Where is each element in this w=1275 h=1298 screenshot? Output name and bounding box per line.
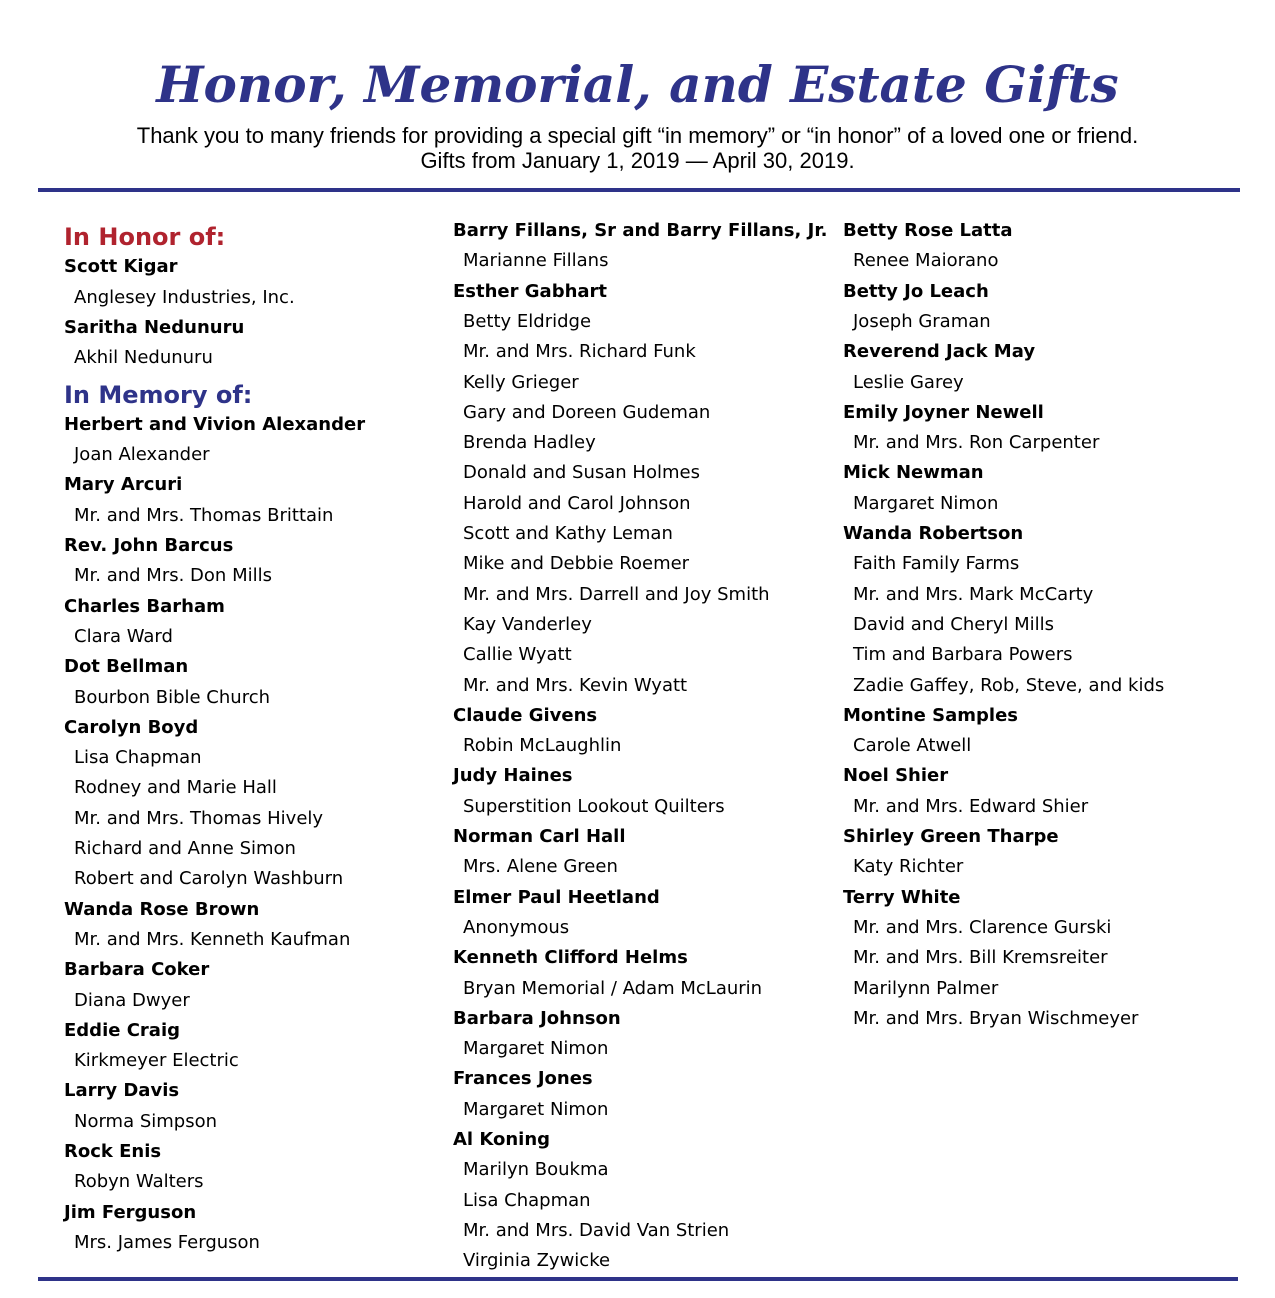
honoree-name: Mary Arcuri [64, 474, 183, 496]
honoree-name: Rev. John Barcus [64, 535, 234, 556]
donor-name: Zadie Gaffey, Rob, Steve, and kids [853, 674, 1165, 696]
donor-name: Mr. and Mrs. Darrell and Joy Smith [463, 583, 770, 605]
donor-name: Joan Alexander [74, 444, 210, 466]
honoree-name: Wanda Robertson [843, 523, 1024, 544]
donor-name: Mr. and Mrs. Bryan Wischmeyer [853, 1007, 1139, 1029]
donor-name: Tim and Barbara Powers [853, 644, 1073, 666]
donor-name: Leslie Garey [853, 371, 964, 393]
honoree-name: Dot Bellman [64, 656, 189, 678]
donor-name: Mr. and Mrs. Richard Funk [463, 341, 696, 363]
honoree-name: Mick Newman [843, 462, 984, 484]
honoree-name: Rock Enis [64, 1141, 162, 1162]
honoree-name: Betty Rose Latta [843, 220, 1013, 241]
donor-name: Kay Vanderley [463, 613, 592, 635]
donor-name: Mr. and Mrs. Ron Carpenter [853, 432, 1100, 454]
donor-name: Mr. and Mrs. Thomas Hively [74, 807, 324, 829]
donor-name: Katy Richter [853, 856, 964, 878]
honoree-name: Herbert and Vivion Alexander [64, 413, 366, 435]
honoree-name: Montine Samples [843, 704, 1018, 726]
donor-name: Betty Eldridge [463, 310, 592, 332]
honoree-name: Kenneth Clifford Helms [453, 947, 688, 969]
donor-name: Mr. and Mrs. Kevin Wyatt [463, 674, 688, 696]
donor-name: Marianne Fillans [463, 250, 609, 272]
donor-name: Carole Atwell [853, 735, 972, 757]
donor-name: Mr. and Mrs. Bill Kremsreiter [853, 947, 1108, 969]
donor-name: Rodney and Marie Hall [74, 777, 277, 799]
donor-name: Lisa Chapman [74, 747, 202, 769]
honoree-name: Barbara Coker [64, 959, 210, 981]
honoree-name: Scott Kigar [64, 256, 178, 278]
donor-name: Kirkmeyer Electric [74, 1050, 239, 1072]
donor-name: Marilyn Boukma [463, 1159, 609, 1181]
donor-name: Faith Family Farms [853, 553, 1020, 575]
section-heading-memory: In Memory of: [64, 380, 253, 409]
donor-name: Kelly Grieger [463, 371, 579, 393]
honoree-name: Jim Ferguson [64, 1201, 197, 1223]
donor-name: Gary and Doreen Gudeman [463, 401, 711, 423]
donor-name: Mr. and Mrs. Thomas Brittain [74, 504, 334, 526]
donor-name: Mr. and Mrs. Mark McCarty [853, 583, 1094, 605]
bottom-divider [38, 1277, 1238, 1281]
honoree-name: Eddie Craig [64, 1019, 180, 1041]
honoree-name: Barry Fillans, Sr and Barry Fillans, Jr. [453, 220, 828, 241]
donor-name: Robin McLaughlin [463, 735, 622, 757]
honoree-name: Esther Gabhart [453, 280, 608, 302]
honoree-name: Larry Davis [64, 1080, 180, 1102]
donor-name: Clara Ward [74, 625, 173, 647]
donor-name: Lisa Chapman [463, 1189, 591, 1211]
donor-name: Anglesey Industries, Inc. [74, 286, 295, 308]
honoree-name: Noel Shier [843, 765, 949, 787]
page-title: Honor, Memorial, and Estate Gifts [156, 55, 1119, 114]
honoree-name: Terry White [843, 886, 961, 908]
donor-name: Akhil Nedunuru [74, 347, 213, 369]
section-heading-honor: In Honor of: [64, 223, 226, 251]
honoree-name: Frances Jones [453, 1068, 593, 1090]
donor-name: Mr. and Mrs. Kenneth Kaufman [74, 928, 351, 950]
donor-name: Brenda Hadley [463, 432, 596, 454]
donor-name: Joseph Graman [853, 310, 991, 332]
donor-name: David and Cheryl Mills [853, 613, 1055, 635]
honoree-name: Shirley Green Tharpe [843, 826, 1059, 847]
donor-name: Harold and Carol Johnson [463, 492, 691, 514]
donor-name: Mr. and Mrs. Don Mills [74, 565, 272, 587]
donor-name: Mr. and Mrs. Clarence Gurski [853, 916, 1112, 938]
donor-name: Superstition Lookout Quilters [463, 795, 725, 817]
honoree-name: Charles Barham [64, 595, 225, 617]
subtitle-thanks: Thank you to many friends for providing a special gift “in memory” or “in honor” of a loved one or friend. [136, 123, 1139, 148]
donor-name: Margaret Nimon [463, 1098, 609, 1120]
donor-name: Callie Wyatt [463, 644, 572, 666]
honoree-name: Carolyn Boyd [64, 716, 199, 738]
honoree-name: Al Koning [453, 1129, 551, 1150]
honoree-name: Saritha Nedunuru [64, 316, 245, 338]
honoree-name: Barbara Johnson [453, 1007, 621, 1029]
donor-name: Margaret Nimon [463, 1038, 609, 1060]
donor-name: Mr. and Mrs. Edward Shier [853, 795, 1089, 817]
honoree-name: Betty Jo Leach [843, 280, 989, 302]
donor-name: Marilynn Palmer [853, 977, 999, 999]
donor-name: Robert and Carolyn Washburn [74, 868, 344, 890]
donor-name: Mr. and Mrs. David Van Strien [463, 1219, 730, 1241]
donor-name: Norma Simpson [74, 1110, 218, 1132]
honoree-name: Emily Joyner Newell [843, 401, 1044, 423]
donor-name: Margaret Nimon [853, 492, 999, 514]
donor-name: Anonymous [463, 916, 570, 938]
donor-name: Bryan Memorial / Adam McLaurin [463, 977, 763, 999]
donor-name: Mrs. Alene Green [463, 856, 618, 878]
donor-name: Bourbon Bible Church [74, 686, 271, 708]
honoree-name: Norman Carl Hall [453, 826, 626, 847]
honoree-name: Claude Givens [453, 704, 598, 726]
donor-name: Renee Maiorano [853, 250, 999, 272]
donor-name: Scott and Kathy Leman [463, 523, 673, 544]
donor-name: Donald and Susan Holmes [463, 462, 700, 484]
donor-name: Robyn Walters [74, 1171, 204, 1193]
donor-name: Diana Dwyer [74, 989, 190, 1011]
honoree-name: Wanda Rose Brown [64, 898, 260, 920]
donor-name: Richard and Anne Simon [74, 838, 296, 859]
donor-name: Mrs. James Ferguson [74, 1231, 260, 1253]
top-divider [38, 188, 1240, 192]
honoree-name: Reverend Jack May [843, 341, 1036, 363]
subtitle-date-range: Gifts from January 1, 2019 — April 30, 2019. [420, 148, 855, 173]
honoree-name: Judy Haines [453, 765, 573, 787]
honoree-name: Elmer Paul Heetland [453, 886, 660, 908]
donor-name: Mike and Debbie Roemer [463, 553, 690, 575]
donor-name: Virginia Zywicke [463, 1250, 611, 1272]
